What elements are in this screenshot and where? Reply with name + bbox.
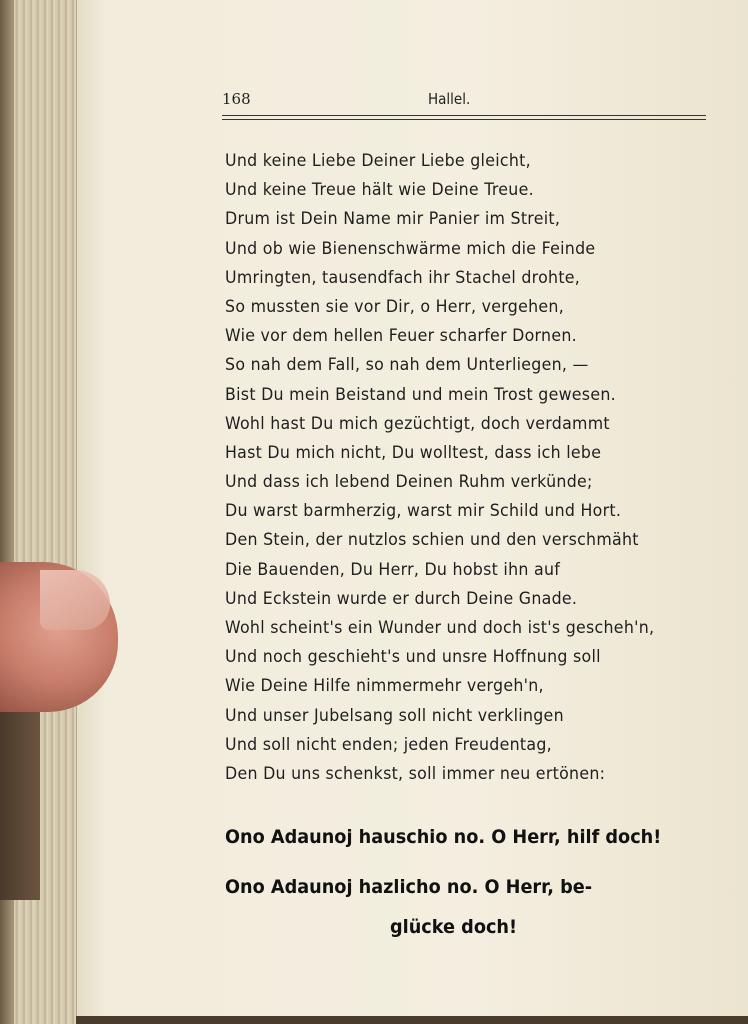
running-head: Hallel. — [428, 90, 471, 108]
verse-line: Wie Deine Hilfe nimmermehr vergeh'n, — [225, 676, 544, 697]
refrain-line-1: Ono Adaunoj hauschio no. O Herr, hilf doch! — [225, 826, 662, 848]
verse-line: Und soll nicht enden; jeden Freudentag, — [225, 734, 552, 755]
verse-line: Drum ist Dein Name mir Panier im Streit, — [225, 209, 561, 230]
verse-block — [225, 147, 681, 789]
header-rule-bottom — [222, 119, 706, 120]
header-rule-top — [222, 115, 706, 116]
verse-line: Du warst barmherzig, warst mir Schild und Hort. — [225, 501, 622, 522]
verse-line: Den Du uns schenkst, soll immer neu ertönen: — [225, 763, 606, 784]
verse-line: Hast Du mich nicht, Du wolltest, dass ich lebe — [225, 442, 602, 463]
verse-line: Die Bauenden, Du Herr, Du hobst ihn auf — [225, 559, 561, 580]
refrain-line-2-continuation: glücke doch! — [390, 916, 518, 938]
thumbnail-highlight — [40, 570, 110, 630]
page-header — [222, 88, 706, 114]
verse-line: Und dass ich lebend Deinen Ruhm verkünde; — [225, 472, 593, 493]
verse-line: Bist Du mein Beistand und mein Trost gewesen. — [225, 384, 616, 405]
verse-line: Wie vor dem hellen Feuer scharfer Dornen. — [225, 326, 577, 347]
verse-line: Wohl hast Du mich gezüchtigt, doch verdammt — [225, 413, 610, 434]
verse-line: Und unser Jubelsang soll nicht verklingen — [225, 705, 564, 726]
verse-line: Und Eckstein wurde er durch Deine Gnade. — [225, 588, 578, 609]
verse-line: Und keine Liebe Deiner Liebe gleicht, — [225, 151, 531, 171]
verse-line: Und keine Treue hält wie Deine Treue. — [225, 180, 534, 201]
verse-line: Und noch geschieht's und unsre Hoffnung soll — [225, 647, 601, 668]
verse-line: Den Stein, der nutzlos schien und den verschmäht — [225, 530, 639, 551]
hand-shadow — [0, 700, 40, 900]
verse-line: So nah dem Fall, so nah dem Unterliegen, — — [225, 355, 589, 376]
page-bottom-shadow — [76, 1016, 748, 1024]
verse-line: Umringten, tausendfach ihr Stachel drohte, — [225, 267, 581, 288]
verse-line: Und ob wie Bienenschwärme mich die Feinde — [225, 238, 596, 259]
refrain-line-2: Ono Adaunoj hazlicho no. O Herr, be- — [225, 876, 593, 898]
verse-line: Wohl scheint's ein Wunder und doch ist's gescheh'n, — [225, 618, 655, 638]
verse-line: So mussten sie vor Dir, o Herr, vergehen, — [225, 296, 565, 317]
page-number: 168 — [222, 90, 251, 108]
